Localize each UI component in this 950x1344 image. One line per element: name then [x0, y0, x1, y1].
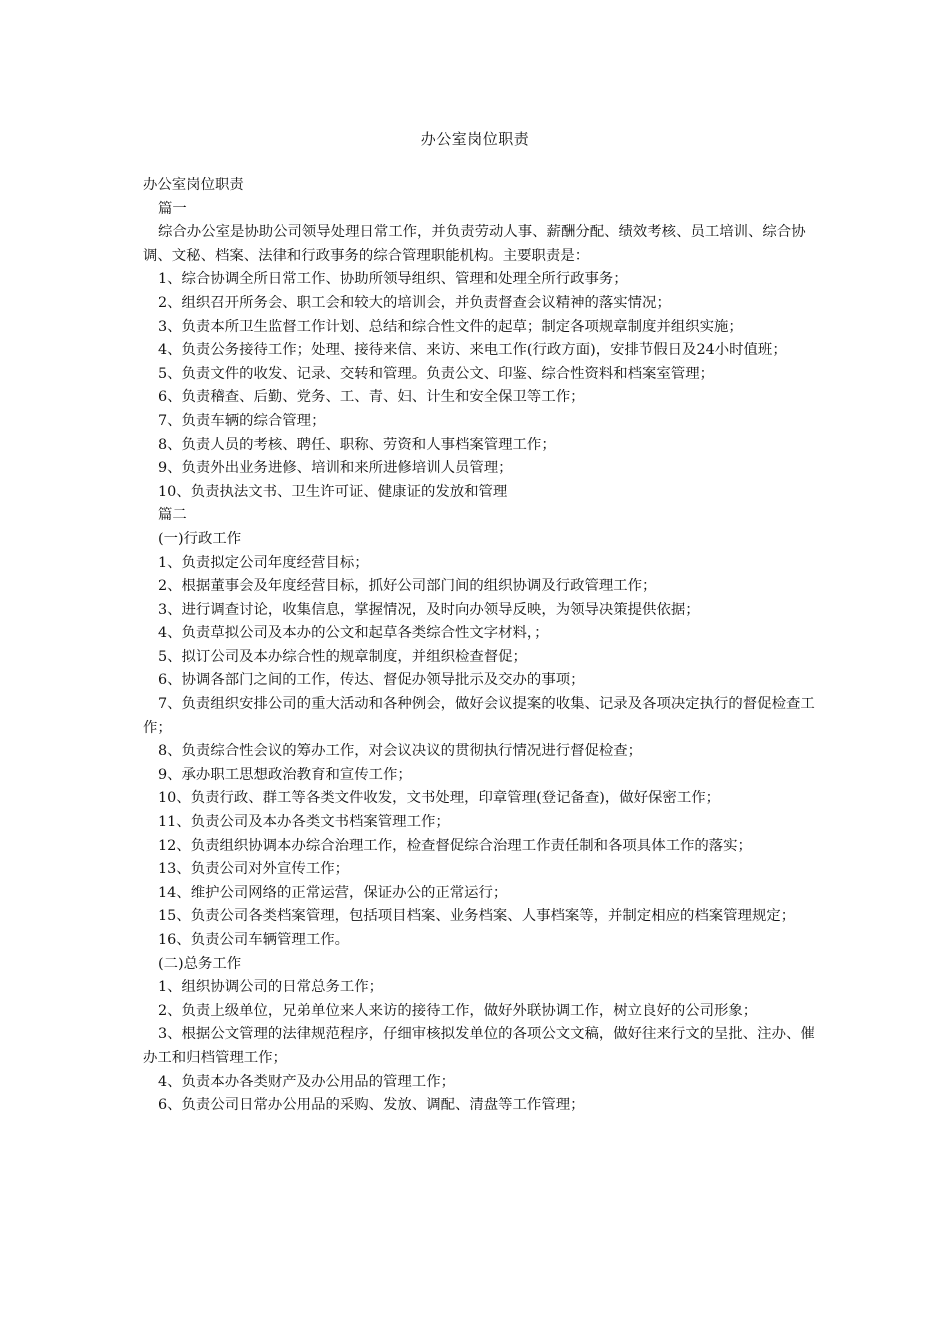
paragraph-line: 3、负责本所卫生监督工作计划、总结和综合性文件的起草；制定各项规章制度并组织实施；: [158, 318, 743, 335]
paragraph-line: 8、负责综合性会议的筹办工作，对会议决议的贯彻执行情况进行督促检查；: [158, 743, 643, 760]
paragraph-line: 1、综合协调全所日常工作、协助所领导组织、管理和处理全所行政事务；: [158, 271, 628, 288]
paragraph-line: (一)行政工作: [158, 530, 242, 547]
document-title: 办公室岗位职责: [420, 130, 530, 148]
paragraph-line: 6、协调各部门之间的工作，传达、督促办领导批示及交办的事项；: [158, 672, 585, 689]
paragraph-line: 11、负责公司及本办各类文书档案管理工作；: [158, 814, 450, 831]
paragraph-line: 6、负责公司日常办公用品的采购、发放、调配、清盘等工作管理；: [158, 1097, 585, 1114]
document-body: [143, 174, 819, 1118]
paragraph-line: 7、负责组织安排公司的重大活动和各种例会，做好会议提案的收集、记录及各项决定执行的督促检查工作；: [143, 696, 815, 736]
paragraph-line: 篇一: [158, 200, 187, 217]
paragraph-line: 7、负责车辆的综合管理；: [158, 412, 326, 429]
paragraph-line: 13、负责公司对外宣传工作；: [158, 861, 349, 878]
paragraph-line: 10、负责执法文书、卫生许可证、健康证的发放和管理: [158, 483, 508, 500]
paragraph-line: 3、根据公文管理的法律规范程序，仔细审核拟发单位的各项公文文稿，做好往来行文的呈批、注办、催办工和归档管理工作；: [143, 1026, 815, 1066]
paragraph-line: 9、负责外出业务进修、培训和来所进修培训人员管理；: [158, 460, 513, 477]
paragraph-line: 3、进行调查讨论，收集信息，掌握情况，及时向办领导反映，为领导决策提供依据；: [158, 601, 700, 618]
paragraph-line: 1、负责拟定公司年度经营目标；: [158, 554, 369, 571]
paragraph-line: 篇二: [158, 507, 187, 524]
paragraph-line: 5、拟订公司及本办综合性的规章制度，并组织检查督促；: [158, 648, 527, 665]
paragraph-line: 2、组织召开所务会、职工会和较大的培训会，并负责督查会议精神的落实情况；: [158, 294, 671, 311]
paragraph-line: 4、负责草拟公司及本办的公文和起草各类综合性文字材料，；: [158, 625, 549, 642]
paragraph-line: 12、负责组织协调本办综合治理工作，检查督促综合治理工作责任制和各项具体工作的落实；: [158, 837, 752, 854]
paragraph-line: 6、负责稽查、后勤、党务、工、青、妇、计生和安全保卫等工作；: [158, 389, 585, 406]
paragraph-line: 2、负责上级单位，兄弟单位来人来访的接待工作，做好外联协调工作，树立良好的公司形象；: [158, 1002, 758, 1019]
paragraph-line: 4、负责公务接待工作；处理、接待来信、来访、来电工作(行政方面)，安排节假日及24小时值班；: [158, 342, 787, 359]
paragraph-line: 9、承办职工思想政治教育和宣传工作；: [158, 766, 412, 783]
paragraph-line: 5、负责文件的收发、记录、交转和管理。负责公文、印鉴、综合性资料和档案室管理；: [158, 365, 715, 382]
paragraph-line: 16、负责公司车辆管理工作。: [158, 932, 349, 948]
paragraph-line: 办公室岗位职责: [143, 177, 244, 193]
paragraph-line: 14、维护公司网络的正常运营，保证办公的正常运行；: [158, 884, 508, 901]
paragraph-line: (二)总务工作: [158, 955, 242, 972]
paragraph-line: 2、根据董事会及年度经营目标，抓好公司部门间的组织协调及行政管理工作；: [158, 578, 657, 595]
paragraph-line: 4、负责本办各类财产及办公用品的管理工作；: [158, 1073, 455, 1090]
paragraph-line: 1、组织协调公司的日常总务工作；: [158, 979, 384, 996]
paragraph-line: 综合办公室是协助公司领导处理日常工作，并负责劳动人事、薪酬分配、绩效考核、员工培训、综合协调、文秘、档案、法律和行政事务的综合管理职能机构。主要职责是：: [143, 224, 806, 264]
paragraph-line: 8、负责人员的考核、聘任、职称、劳资和人事档案管理工作；: [158, 436, 556, 453]
paragraph-line: 15、负责公司各类档案管理，包括项目档案、业务档案、人事档案等，并制定相应的档案管理规定；: [158, 908, 796, 925]
paragraph-line: 10、负责行政、群工等各类文件收发，文书处理，印章管理(登记备查)，做好保密工作；: [158, 790, 720, 807]
